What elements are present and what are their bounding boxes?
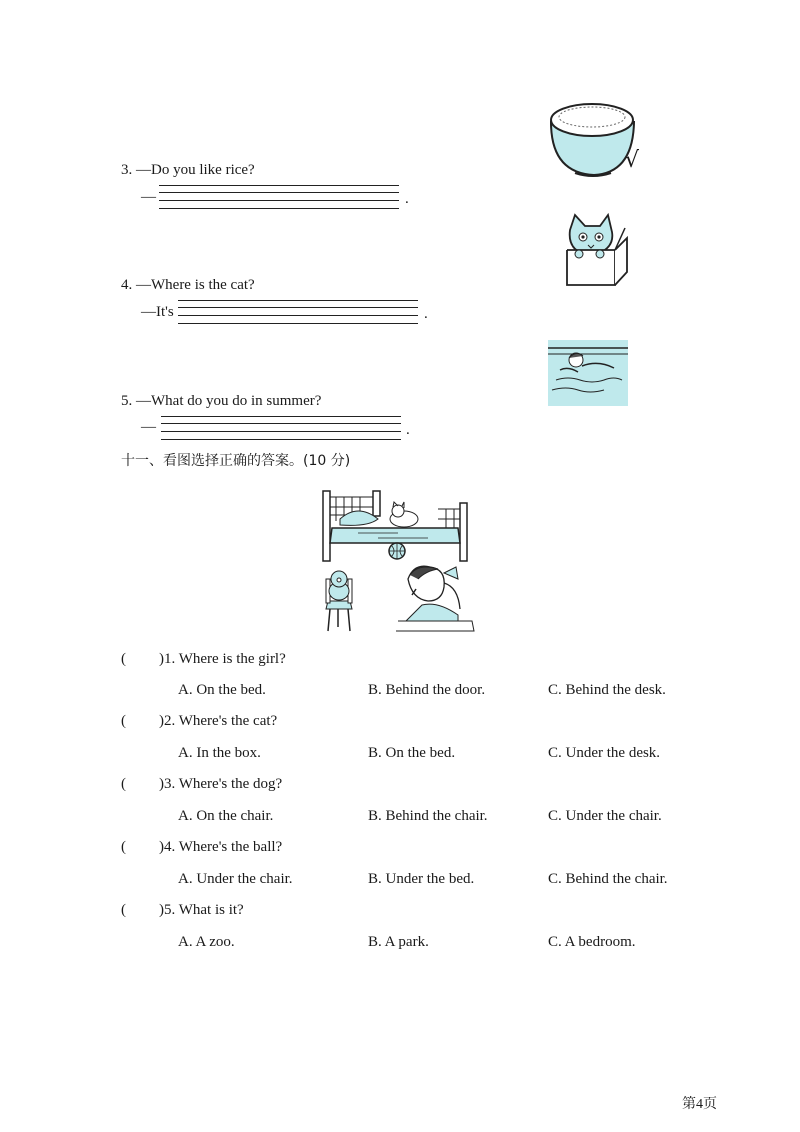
question-stem: )4. Where's the ball? [159,839,283,855]
option-a: A. Under the chair. [178,871,293,887]
question-text: 5. —What do you do in summer? [121,393,322,409]
end-period: . [424,306,428,322]
option-c: C. Behind the chair. [548,871,668,887]
option-c: C. A bedroom. [548,934,636,950]
option-b: B. Behind the door. [368,682,486,698]
option-a: A. On the bed. [178,682,266,698]
question-stem: )1. Where is the girl? [159,651,286,667]
answer-line[interactable] [159,208,399,209]
answer-line[interactable] [159,192,399,193]
check-mark: √ [625,148,640,173]
answer-line[interactable] [161,439,401,440]
answer-line[interactable] [161,431,401,432]
option-c: C. Under the chair. [548,808,662,824]
answer-paren[interactable]: ( [121,839,126,855]
question-stem: )5. What is it? [159,902,244,918]
section-title: 十一、看图选择正确的答案。(10 分) [121,453,351,469]
answer-prefix: — [141,189,156,205]
page-number: 第4页 [682,1097,717,1112]
answer-prefix: —It's [141,304,174,320]
option-c: C. Behind the desk. [548,682,666,698]
option-b: B. On the bed. [368,745,456,761]
answer-line[interactable] [161,423,401,424]
end-period: . [406,422,410,438]
option-b: B. Under the bed. [368,871,475,887]
option-b: B. A park. [368,934,429,950]
swimming-boy-image [548,340,628,406]
answer-line[interactable] [178,300,418,301]
answer-line[interactable] [159,185,399,186]
question-stem: )3. Where's the dog? [159,776,283,792]
answer-line[interactable] [178,323,418,324]
question-text: 4. —Where is the cat? [121,277,255,293]
answer-paren[interactable]: ( [121,713,126,729]
answer-line[interactable] [178,307,418,308]
end-period: . [405,191,409,207]
answer-paren[interactable]: ( [121,902,126,918]
answer-paren[interactable]: ( [121,776,126,792]
question-text: 3. —Do you like rice? [121,162,255,178]
bedroom-scene-image [318,483,476,633]
answer-line[interactable] [159,200,399,201]
option-b: B. Behind the chair. [368,808,488,824]
answer-prefix: — [141,419,156,435]
option-a: A. A zoo. [178,934,235,950]
question-stem: )2. Where's the cat? [159,713,278,729]
option-a: A. In the box. [178,745,261,761]
cat-in-box-image [555,210,637,290]
answer-paren[interactable]: ( [121,651,126,667]
option-c: C. Under the desk. [548,745,661,761]
option-a: A. On the chair. [178,808,274,824]
answer-line[interactable] [178,315,418,316]
answer-line[interactable] [161,416,401,417]
